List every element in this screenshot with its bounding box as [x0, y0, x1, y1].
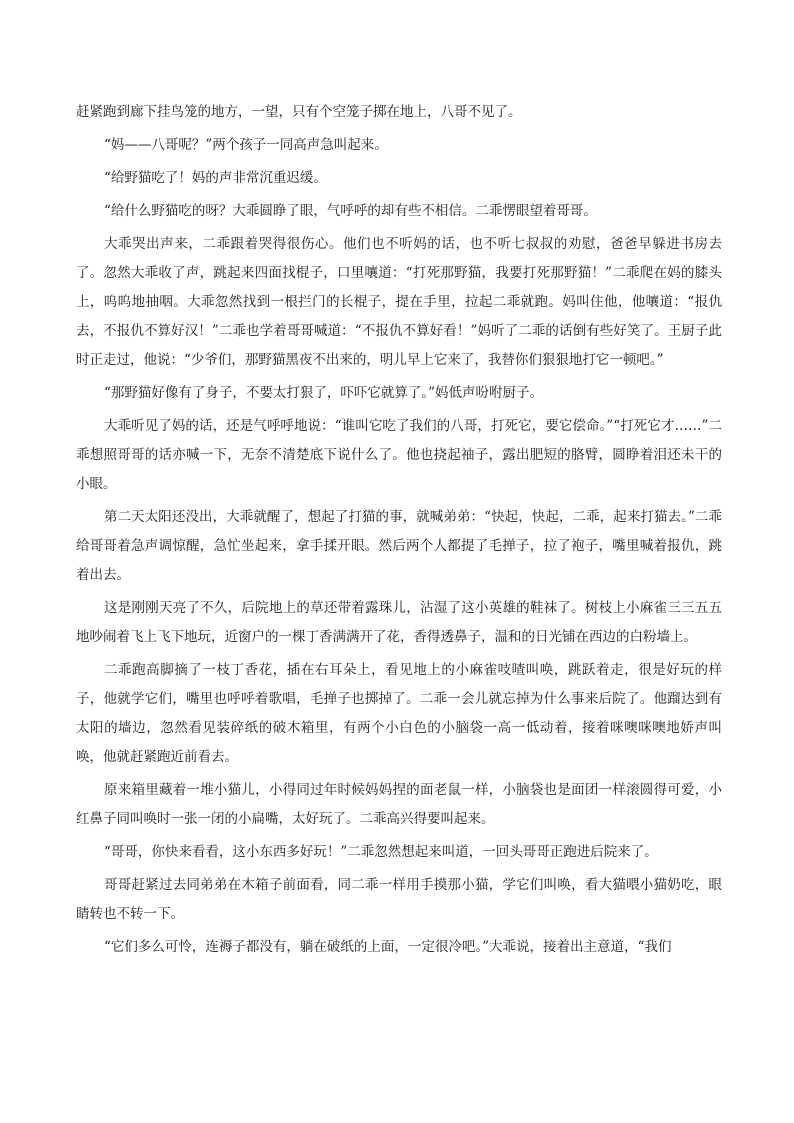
paragraph-13: 哥哥赶紧过去同弟弟在木箱子前面看，同二乖一样用手摸那小猫，学它们叫唤，看大猫喂小猫奶吃，眼睛转也不转一下。 — [76, 877, 722, 922]
paragraph-14: “它们多么可怜，连褥子都没有，躺在破纸的上面，一定很冷吧。”大乖说，接着出主意道，“我们 — [104, 939, 672, 955]
paragraph-9: 这是刚刚天亮了不久，后院地上的草还带着露珠儿，沾湿了这小英雄的鞋袜了。树枝上小麻雀三三五五地吵闹着飞上飞下地玩，近窗户的一棵丁香满满开了花，香得透鼻子，温和的日光铺在西边的白粉墙上。 — [76, 600, 722, 645]
paragraph-4: “给什么野猫吃的呀？大乖圆睁了眼，气呼呼的却有些不相信。二乖愣眼望着哥哥。 — [104, 203, 597, 219]
paragraph-2: “妈——八哥呢？”两个孩子一同高声急叫起来。 — [104, 137, 388, 153]
paragraph-11: 原来箱里藏着一堆小猫儿，小得同过年时候妈妈捏的面老鼠一样，小脑袋也是面团一样滚圆得可爱，小红鼻子同叫唤时一张一闭的小扁嘴，太好玩了。二乖高兴得要叫起来。 — [76, 782, 722, 827]
paragraph-1: 赶紧跑到廊下挂鸟笼的地方，一望，只有个空笼子掷在地上，八哥不见了。 — [76, 104, 522, 120]
paragraph-10: 二乖跑高脚摘了一枝丁香花，插在右耳朵上，看见地上的小麻雀吱喳叫唤，跳跃着走，很是好玩的样子，他就学它们，嘴里也呼呼着歌唱，毛掸子也掷掉了。二乖一会儿就忘掉为什么事来后院了。他蹓达到有太阳的墙边，忽然看见装碎纸的破木箱里，有两个小白色的小脑袋一高一低动着，接着咪噢咪噢地娇声叫唤，他就赶紧跑近前看去。 — [76, 662, 722, 765]
paragraph-3: “给野猫吃了！妈的声非常沉重迟缓。 — [104, 170, 327, 186]
paragraph-7: 大乖听见了妈的话，还是气呼呼地说：“谁叫它吃了我们的八哥，打死它，要它偿命。”“打死它才……”二乖想照哥哥的话亦喊一下，无奈不清楚底下说什么了。他也挠起袖子，露出肥短的胳臂，圆睁着泪还未干的小眼。 — [76, 418, 722, 492]
paragraph-6: “那野猫好像有了身子，不要太打狠了，吓吓它就算了。”妈低声吩咐厨子。 — [104, 385, 544, 401]
paragraph-5: 大乖哭出声来，二乖跟着哭得很伤心。他们也不听妈的话，也不听七叔叔的劝慰，爸爸早躲进书房去了。忽然大乖收了声，跳起来四面找棍子，口里嚷道：“打死那野猫，我要打死那野猫！”二乖爬在妈的膝头上，呜呜地抽咽。大乖忽然找到一根拦门的长棍子，提在手里，拉起二乖就跑。妈叫住他，他嚷道：“报仇去，不报仇不算好汉！”二乖也学着哥哥喊道：“不报仇不算好看！”妈听了二乖的话倒有些好笑了。王厨子此时正走过，他说：“少爷们，那野猫黑夜不出来的，明儿早上它来了，我替你们狠狠地打它一顿吧。” — [76, 236, 722, 368]
document-page — [76, 98, 722, 966]
paragraph-8: 第二天太阳还没出，大乖就醒了，想起了打猫的事，就喊弟弟：“快起，快起，二乖，起来打猫去。”二乖给哥哥着急声调惊醒，急忙坐起来，拿手揉开眼。然后两个人都提了毛掸子，拉了袍子，嘴里喊着报仇，跳着出去。 — [76, 509, 722, 583]
paragraph-12: “哥哥，你快来看看，这小东西多好玩！”二乖忽然想起来叫道，一回头哥哥正跑进后院来了。 — [104, 844, 658, 860]
